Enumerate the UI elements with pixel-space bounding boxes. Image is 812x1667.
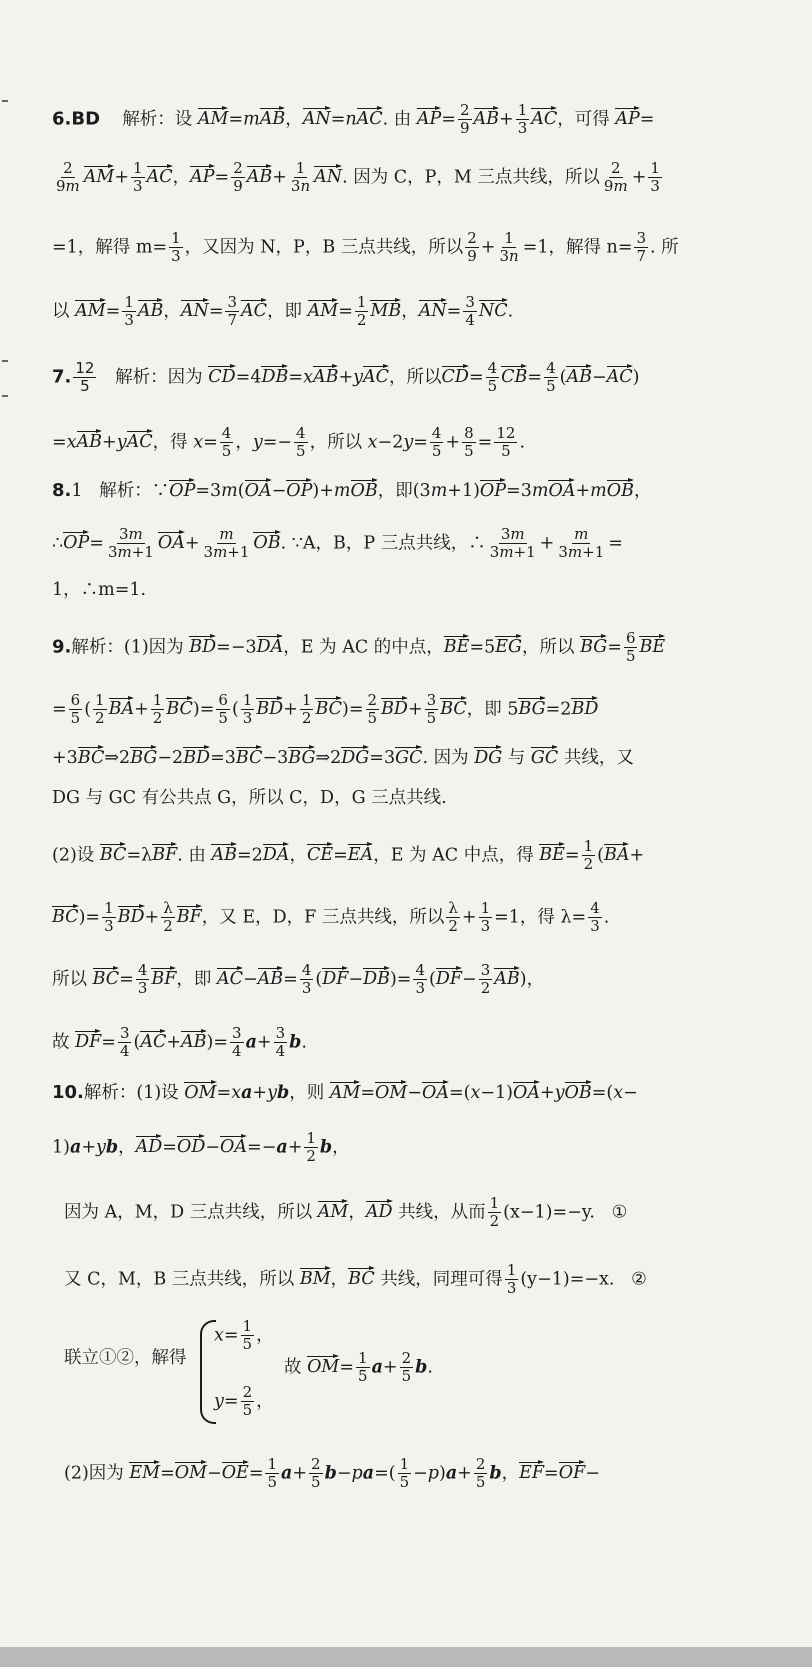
problem-number: 10. [52,1082,84,1103]
p9-line-6: BC)= $\frac{1}{3}$ BD+ $\frac{\lambda}{2}$ BF，又 E，D，F 三点共线，所以 $\frac{\lambda}{2}$ + $\frac{1}{3}$ =1，得 λ= $\frac{4}{3}$ . [52,899,610,936]
problem-number: 7. [52,366,72,388]
p10-result: 故 OM= $\frac{1}{5}$ a+ $\frac{2}{5}$ b. [284,1349,433,1386]
text: (2)因为 [64,1463,124,1484]
system-eq-y: y= $\frac{2}{5}$ ， [214,1383,274,1420]
text: 以 [52,301,70,322]
p6-line-2: $\frac{2}{9m}$ AM+ $\frac{1}{3}$ AC，AP= $\frac{2}{9}$ AB+ $\frac{1}{3n}$ AN. 因为 C，P，M 三点共线，所以 $\frac{2}{9m}$ + $\frac{1}{3}$ [56,159,660,196]
equation-mark: ① [611,1202,628,1223]
text: 共线，又 [563,748,634,768]
text: ∵A，B，P 三点共线，∴ [291,533,486,554]
text: 解析：(1)设 [83,1083,179,1103]
text: 共线，同理可得 [380,1269,503,1290]
p8-line-2: ∴OP= $\frac{3m}{3m+1}$ OA+ $\frac{m}{3m+1}$ OB. ∵A，B，P 三点共线，∴ $\frac{3m}{3m+1}$ + $\frac{m}{3m+1}$ = [52,525,623,562]
text: 因为 A，M，D 三点共线，所以 [64,1202,313,1223]
answer: 1 [71,481,83,501]
text: 所以 [52,969,87,990]
text: 1，∴m=1. [52,580,147,600]
p9-line-3: +3BC⇒2BG−2BD=3BC−3BG⇒2DG=3GC. 因为 DG 与 GC 共线，又 [52,745,772,768]
p9-line-2: = $\frac{6}{5}$ ( $\frac{1}{2}$ BA+ $\frac{1}{2}$ BC)= $\frac{6}{5}$ ( $\frac{1}{3}$ BD+ $\frac{1}{2}$ BC)= $\frac{2}{5}$ BD+ $\frac{3}{5}$ BC，即 5BG=2BD [52,691,599,728]
text: . 因为 C，P，M 三点共线，所以 [342,167,600,188]
p10-line-6: (2)因为 EM=OM−OE= $\frac{1}{5}$ a+ $\frac{2}{5}$ b−pa=( $\frac{1}{5}$ −p)a+ $\frac{2}{5}$ b，EF=OF− [64,1455,600,1492]
p10-line-3: 因为 A，M，D 三点共线，所以 AM，AD 共线，从而 $\frac{1}{2}$ (x−1)=−y. ① [64,1194,628,1231]
p6-line-1: 6.BD 解析：设 AM=mAB，AN=nAC. 由 AP= $\frac{2}{9}$ AB+ $\frac{1}{3}$ AC，可得 AP= [52,101,655,138]
text: 解析：因为 [115,367,203,388]
text: ，E 为 AC 中点，得 [373,845,534,866]
equation-mark: ② [631,1269,647,1290]
p8-line-3 [52,582,772,600]
text: ，即 [466,699,502,720]
problem-number: 8. [52,480,72,501]
p9-line-5: (2)设 BC=λBF. 由 AB=2DA，CE=EA，E 为 AC 中点，得 BE= $\frac{1}{2}$ (BA+ [52,837,645,874]
text: ，即 [377,481,413,501]
p6-line-4: 以 AM= $\frac{1}{3}$ AB，AN= $\frac{3}{7}$ AC，即 AM= $\frac{1}{2}$ MB，AN= $\frac{3}{4}$ NC. [52,293,514,330]
text: =1，解得 m= [52,237,168,258]
scan-edge [0,1647,812,1667]
p10-line-2: 1)a+yb，AD=OD−OA=−a+ $\frac{1}{2}$ b， [52,1129,350,1166]
p9-line-7: 所以 BC= $\frac{4}{3}$ BF，即 AC−AB= $\frac{4}{3}$ (DF−DB)= $\frac{4}{3}$ (DF− $\frac{3}{2}$ AB)， [52,961,545,998]
text: ，又 E，D，F 三点共线，所以 [201,907,445,928]
text: ，所以 [389,367,442,388]
text: 故 [52,1032,70,1053]
p9-line-4 [52,790,772,808]
p9-line-1: 9.解析：(1)因为 BD=−3DA，E 为 AC 的中点，BE=5EG，所以 BG= $\frac{6}{5}$ BE [52,629,666,666]
text: 解析：∵ [99,481,170,501]
margin-mark [2,100,8,102]
text: . 因为 [422,748,469,768]
text: 故 [284,1357,302,1378]
text: 解析：(1)因为 [71,637,184,658]
problem-number: 6. [52,108,72,130]
p7-line-1: 7. $\frac{12}{5}$ 解析：因为 CD=4DB=xAB+yAC，所以CD= $\frac{4}{5}$ CB= $\frac{4}{5}$ (AB−AC) [52,359,640,396]
text: (x−1)=−y. [503,1202,595,1223]
text: 又 C，M，B 三点共线，所以 [64,1269,295,1290]
text: 与 [507,748,526,768]
p10-line-1: 10.解析：(1)设 OM=xa+yb，则 AM=OM−OA=(x−1)OA+yOB=(x− [52,1082,638,1103]
p9-line-8: 故 DF= $\frac{3}{4}$ (AC+AB)= $\frac{3}{4}$ a+ $\frac{3}{4}$ b. [52,1024,307,1061]
text: ，所以 [309,432,363,453]
text: =1，解得 n= [522,237,633,258]
text: DG 与 GC 有公共点 G，所以 C，D，G 三点共线. [52,788,447,808]
text: . 由 [177,845,206,866]
problem-number: 9. [52,636,72,658]
text: ，可得 [557,109,610,130]
text: (2)设 [52,845,95,866]
text: ，E 为 AC 的中点， [283,637,444,658]
text: ，所以 [522,637,575,658]
answer: BD [71,108,101,130]
text: 联立①②，解得 [64,1348,187,1368]
text: ，得 [152,432,188,453]
margin-mark [2,360,8,362]
text: 共线，从而 [398,1202,486,1223]
text: 解析：设 [122,109,193,130]
margin-mark [2,395,8,397]
text: . 所 [650,237,679,258]
text: (y−1)=−x. [520,1269,615,1290]
text: =1，得 λ= [494,907,587,928]
text: ，又因为 N，P，B 三点共线，所以 [184,237,464,258]
p10-line-4: 又 C，M，B 三点共线，所以 BM，BC 共线，同理可得 $\frac{1}{3}$ (y−1)=−x. ② [64,1261,647,1298]
text: ，则 [289,1083,325,1103]
system-eq-x: x= $\frac{1}{5}$ ， [214,1317,274,1354]
p7-line-2: =xAB+yAC，得 x= $\frac{4}{5}$ ，y=− $\frac{4}{5}$ ，所以 x−2y= $\frac{4}{5}$ + $\frac{8}{5}$ = $\frac{12}{5}$ . [52,424,526,461]
p8-line-1: 8.1 解析：∵OP=3m(OA−OP)+mOB，即(3m+1)OP=3mOA+mOB， [52,480,652,501]
p6-line-3: =1，解得 m= $\frac{1}{3}$ ，又因为 N，P，B 三点共线，所以 $\frac{2}{9}$ + $\frac{1}{3n}$ =1，解得 n= $\frac{3}{7}$ . 所 [52,229,679,266]
p10-system-label [64,1350,204,1368]
